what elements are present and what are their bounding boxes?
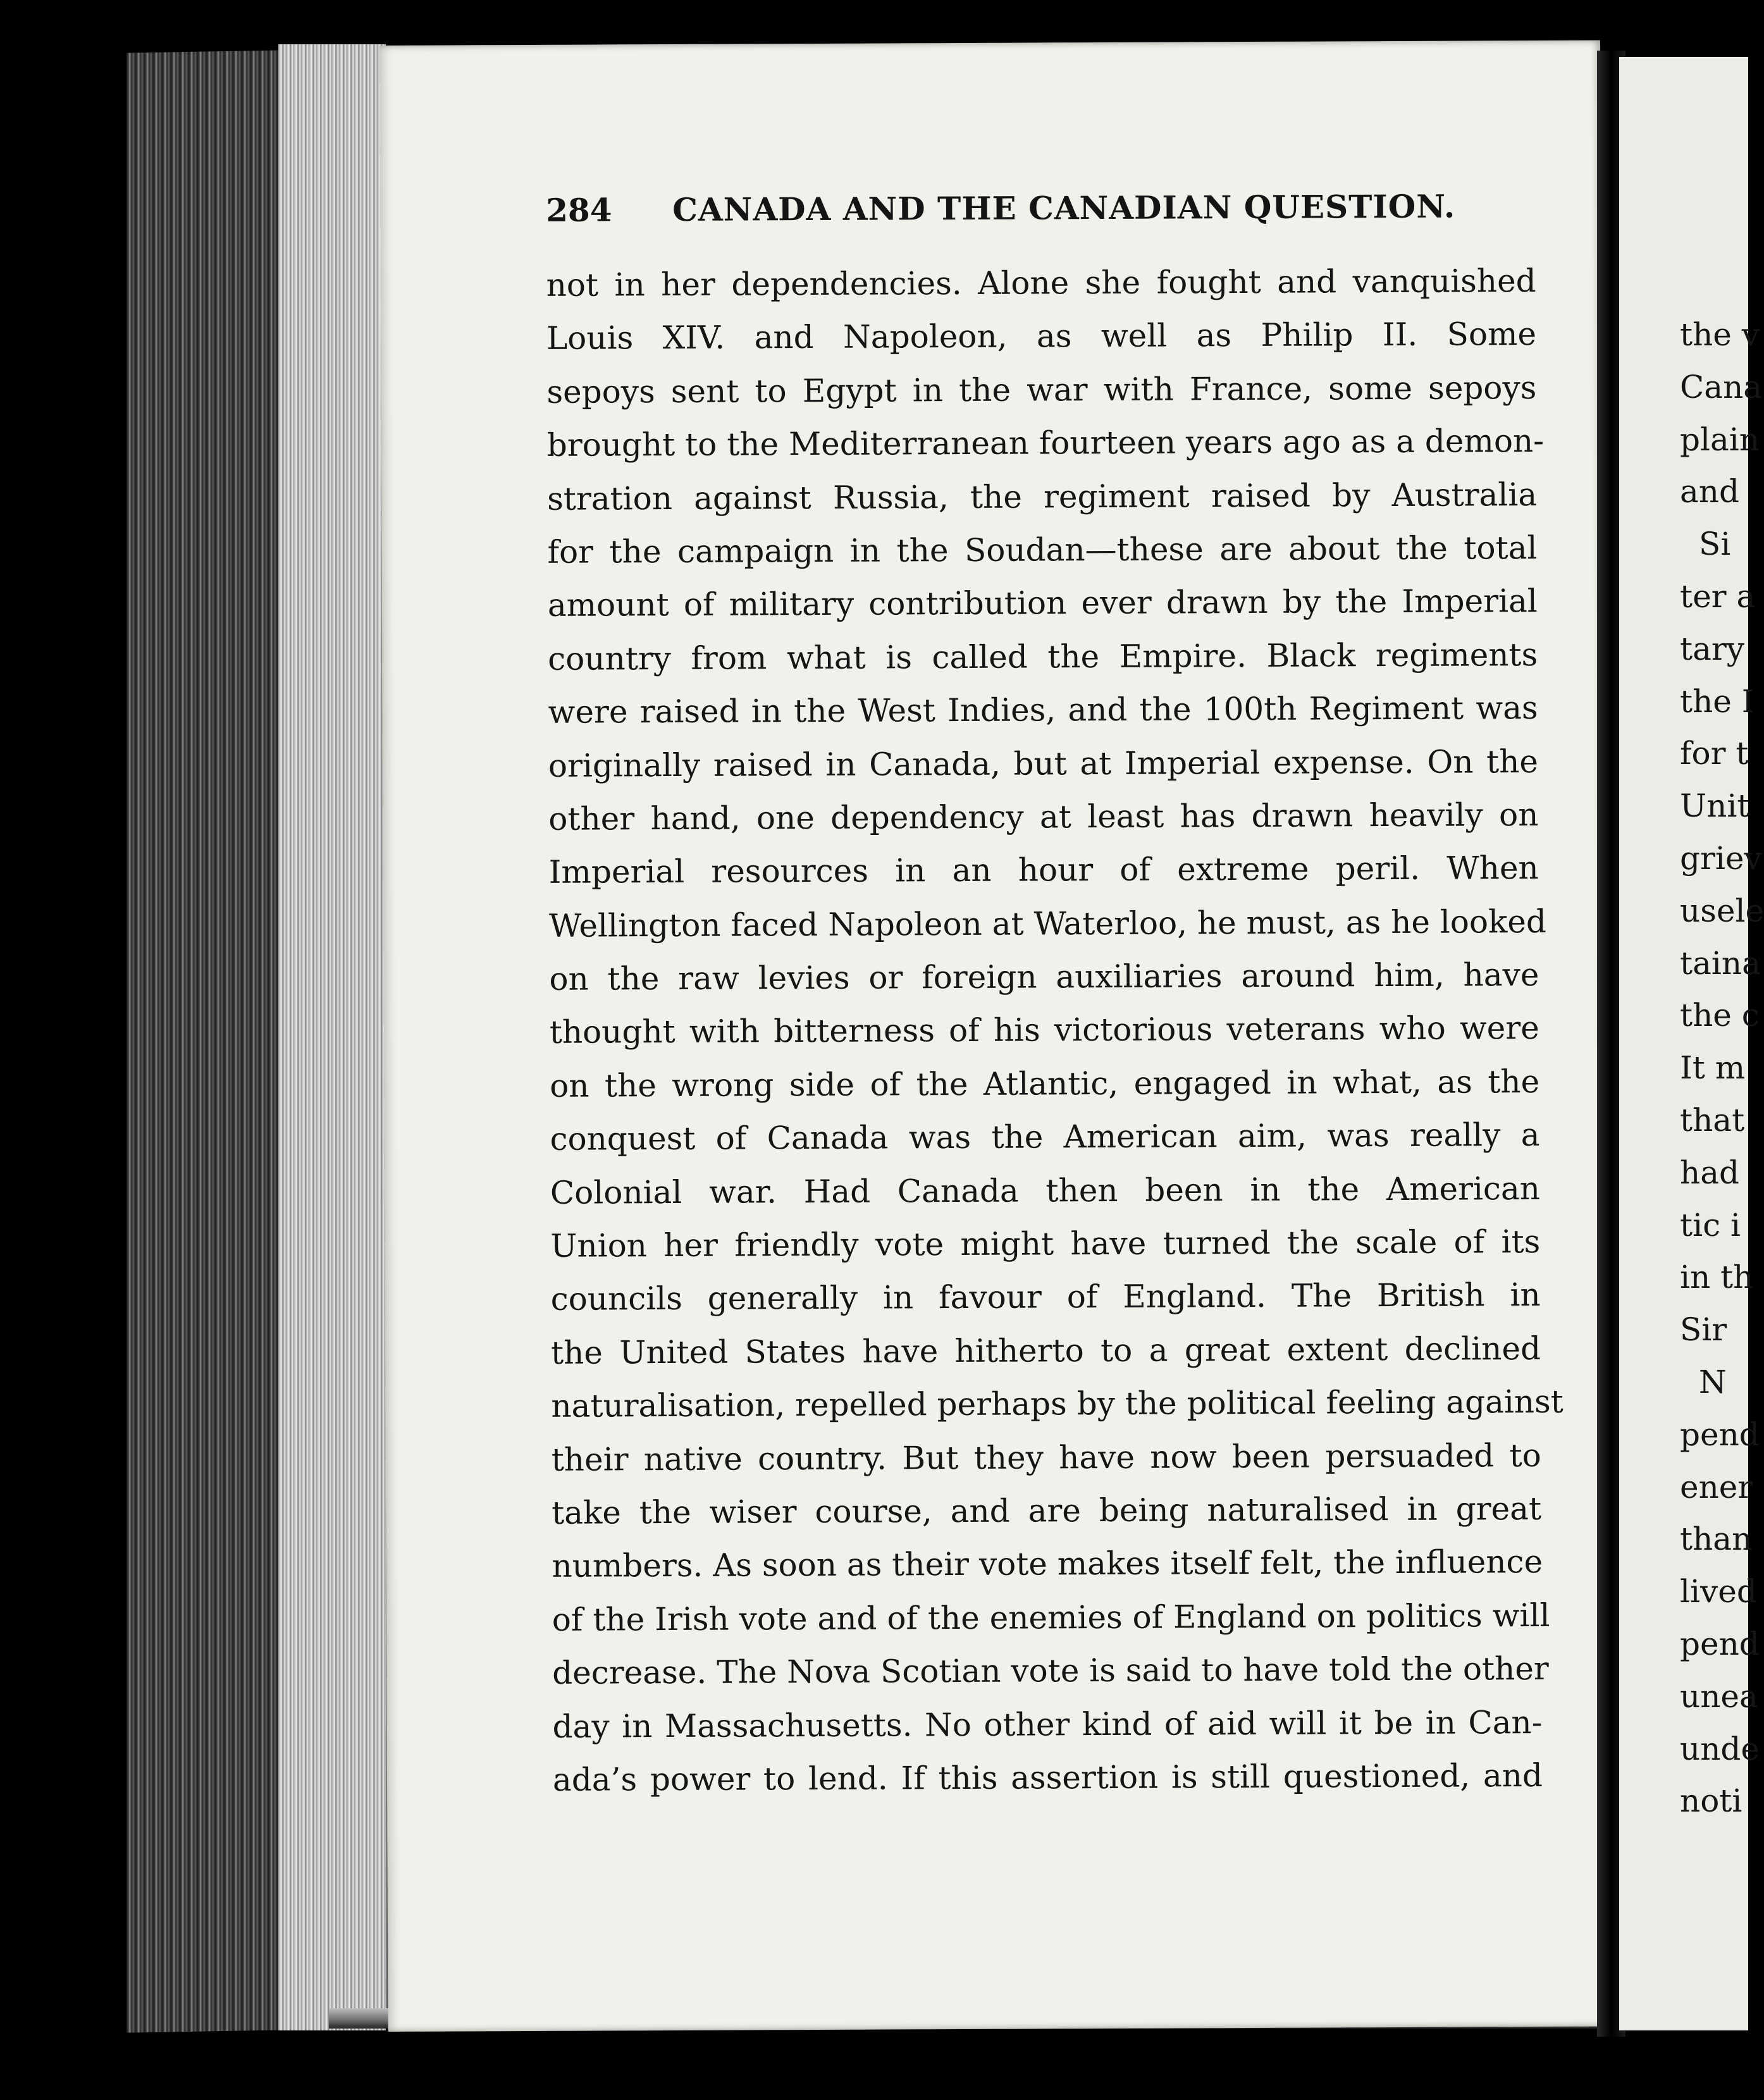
facing-text-line: ener [1680,1468,1753,1505]
text-line: amount of military contribution ever drawn by the Imperial [547,583,1538,624]
text-line: Wellington faced Napoleon at Waterloo, he must, as he looked [548,903,1547,944]
facing-text-line: for t [1680,735,1749,772]
facing-text-line: taina [1680,944,1761,982]
text-line: take the wiser course, and are being naturalised in great [551,1490,1542,1531]
text-line: not in her dependencies. Alone she fought and vanquished [546,262,1536,304]
facing-text-line: the I [1680,682,1755,720]
text-line: country from what is called the Empire. Black regiments [548,636,1538,677]
text-line: thought with bitterness of his victorious veterans who were [549,1010,1539,1051]
text-line: decrease. The Nova Scotian vote is said to have told the other [552,1650,1549,1691]
facing-text-line: pend [1680,1625,1760,1662]
text-line: day in Massachusetts. No other kind of aid will it be in Can- [552,1703,1543,1745]
facing-text-line: ter a [1680,578,1756,615]
facing-page-text [1680,309,1764,1827]
text-line: councils generally in favour of England. The British in [550,1276,1541,1318]
text-line: conquest of Canada was the American aim, was really a [550,1116,1540,1158]
facing-text-line: griev [1680,839,1762,877]
text-line: their native country. But they have now been persuaded to [551,1436,1541,1478]
facing-text-line: tic i [1680,1206,1741,1244]
facing-text-line: than [1680,1521,1753,1558]
text-line: Louis XIV. and Napoleon, as well as Philip II. Some [546,316,1537,357]
facing-text-line: usele [1680,892,1764,929]
text-line: stration against Russia, the regiment raised by Australia [547,476,1538,517]
text-line: originally raised in Canada, but at Imperial expense. On the [548,743,1539,784]
text-line: Colonial war. Had Canada then been in the American [550,1170,1541,1211]
text-line: brought to the Mediterranean fourteen years ago as a demon- [546,423,1545,464]
text-line: other hand, one dependency at least has drawn heavily on [548,796,1539,837]
text-line: the United States have hitherto to a great extent declined [550,1330,1541,1371]
facing-text-line: Sir [1680,1311,1727,1349]
text-line: were raised in the West Indies, and the 100th Regiment was [548,689,1538,731]
text-line: ada’s power to lend. If this assertion is still questioned, and [552,1757,1543,1798]
facing-text-line: Si [1699,526,1731,563]
text-line: on the wrong side of the Atlantic, engaged in what, as the [550,1063,1540,1104]
text-line: numbers. As soon as their vote makes itself felt, the influence [552,1543,1543,1585]
facing-text-line: Cana [1680,368,1763,405]
facing-text-line: in th [1680,1259,1754,1296]
facing-text-line: It m [1680,1049,1746,1087]
text-line: naturalisation, repelled perhaps by the political feeling against [551,1383,1564,1425]
facing-text-line: plain [1680,421,1760,458]
facing-text-line: pend [1680,1416,1760,1453]
facing-text-line: N [1699,1363,1727,1400]
facing-text-line: tary [1680,630,1745,667]
facing-text-line: noti [1680,1782,1742,1820]
text-line: of the Irish vote and of the enemies of England on politics will [552,1597,1550,1638]
text-line: sepoys sent to Egypt in the war with France, some sepoys [546,369,1537,411]
book-page-edges-highlight [278,44,386,2030]
running-title: CANADA AND THE CANADIAN QUESTION. [672,187,1456,228]
facing-text-line: and [1680,473,1740,510]
page-number: 284 [546,191,612,229]
text-line: for the campaign in the Soudan—these are about the total [547,529,1538,571]
facing-text-line: that [1680,1101,1745,1139]
running-header [546,187,1558,229]
text-line: Imperial resources in an hour of extreme peril. When [548,849,1539,891]
facing-text-line: Unit [1680,788,1750,825]
body-text [546,254,1564,1807]
text-line: on the raw levies or foreign auxiliaries around him, have [549,956,1539,998]
facing-text-line: unde [1680,1730,1760,1767]
facing-text-line: unea [1680,1677,1758,1715]
left-page [379,40,1609,2032]
text-line: Union her friendly vote might have turned the scale of its [550,1223,1541,1264]
facing-text-line: had [1680,1154,1740,1191]
facing-text-line: the c [1680,997,1760,1034]
facing-text-line: lived [1680,1573,1757,1610]
right-facing-page [1619,57,1764,2030]
facing-text-line: the v [1680,316,1760,353]
